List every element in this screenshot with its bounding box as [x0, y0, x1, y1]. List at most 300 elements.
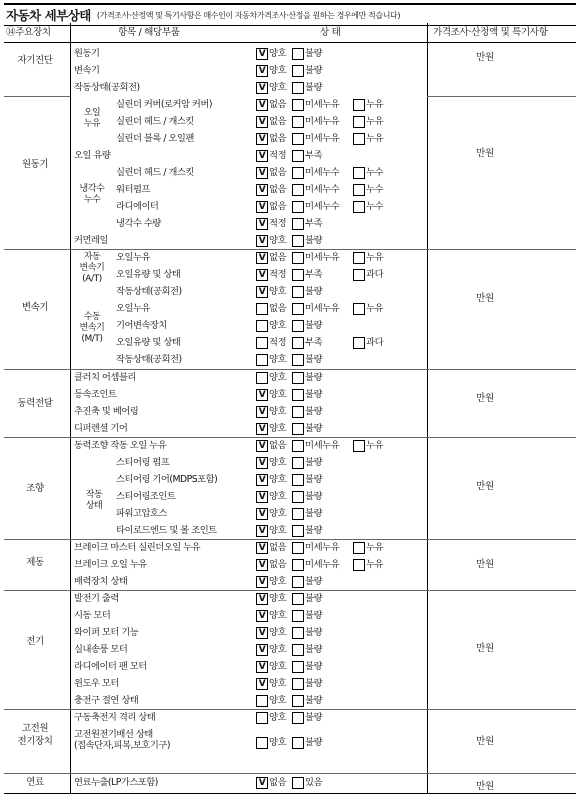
- checked-checkbox[interactable]: V: [256, 48, 268, 60]
- unchecked-checkbox[interactable]: [292, 303, 304, 315]
- status-option[interactable]: [256, 98, 286, 111]
- unchecked-checkbox[interactable]: [353, 252, 365, 264]
- unchecked-checkbox[interactable]: [256, 320, 268, 332]
- checked-checkbox[interactable]: V: [256, 150, 268, 162]
- unchecked-checkbox[interactable]: [353, 184, 365, 196]
- unchecked-checkbox[interactable]: [292, 559, 304, 571]
- option-label: 미세누유: [305, 303, 340, 314]
- unchecked-checkbox[interactable]: [292, 491, 304, 503]
- option-label: 누유: [366, 99, 384, 110]
- status-option[interactable]: [292, 473, 322, 486]
- option-label: 미세누수: [305, 201, 340, 212]
- status-option[interactable]: [256, 524, 286, 537]
- status-option[interactable]: [292, 643, 322, 656]
- item-label: 워터펌프: [116, 184, 150, 195]
- status-option[interactable]: [292, 149, 322, 162]
- status-option[interactable]: [256, 490, 286, 503]
- checked-checkbox[interactable]: V: [256, 286, 268, 298]
- option-label: 누수: [366, 184, 384, 195]
- option-label: 적정: [269, 269, 287, 280]
- status-option[interactable]: [292, 711, 322, 724]
- option-label: 양호: [269, 661, 287, 672]
- status-option[interactable]: [292, 268, 322, 281]
- status-option[interactable]: [353, 439, 383, 452]
- checked-checkbox[interactable]: V: [256, 167, 268, 179]
- unchecked-checkbox[interactable]: [353, 542, 365, 554]
- unchecked-checkbox[interactable]: [353, 99, 365, 111]
- option-label: 적정: [269, 218, 287, 229]
- status-option[interactable]: [292, 64, 322, 77]
- status-option[interactable]: [353, 336, 383, 349]
- option-label: 불량: [305, 457, 323, 468]
- option-label: 불량: [305, 474, 323, 485]
- status-option[interactable]: [292, 251, 339, 264]
- checked-checkbox[interactable]: V: [256, 593, 268, 605]
- unchecked-checkbox[interactable]: [353, 303, 365, 315]
- status-option[interactable]: [256, 558, 286, 571]
- status-option[interactable]: [292, 439, 339, 452]
- option-label: 미세누수: [305, 184, 340, 195]
- status-option[interactable]: [292, 660, 322, 673]
- status-option[interactable]: [256, 388, 286, 401]
- status-option[interactable]: [256, 285, 286, 298]
- unchecked-checkbox[interactable]: [292, 48, 304, 60]
- unchecked-checkbox[interactable]: [353, 201, 365, 213]
- unchecked-checkbox[interactable]: [292, 372, 304, 384]
- table-row: [0, 573, 587, 590]
- section-divider: [427, 539, 576, 540]
- table-row: [0, 522, 587, 539]
- unchecked-checkbox[interactable]: [292, 150, 304, 162]
- status-option[interactable]: [256, 507, 286, 520]
- status-option[interactable]: [292, 541, 339, 554]
- checked-checkbox[interactable]: V: [256, 508, 268, 520]
- status-option[interactable]: [256, 200, 286, 213]
- option-label: 있음: [305, 777, 323, 788]
- status-option[interactable]: [292, 405, 322, 418]
- unchecked-checkbox[interactable]: [256, 303, 268, 315]
- checked-checkbox[interactable]: V: [256, 406, 268, 418]
- status-option[interactable]: [256, 677, 286, 690]
- option-label: 불량: [305, 661, 323, 672]
- form-title: 자동차 세부상태: [6, 8, 91, 23]
- unchecked-checkbox[interactable]: [292, 508, 304, 520]
- subgroup-oil-leak: 오일 누유: [83, 108, 101, 129]
- status-option[interactable]: [256, 643, 286, 656]
- option-label: 과다: [366, 269, 384, 280]
- price-engine: 만원: [476, 148, 494, 159]
- unchecked-checkbox[interactable]: [292, 389, 304, 401]
- status-option[interactable]: [353, 115, 383, 128]
- status-option[interactable]: [353, 268, 383, 281]
- unchecked-checkbox[interactable]: [292, 525, 304, 537]
- status-option[interactable]: [292, 694, 322, 707]
- checked-checkbox[interactable]: V: [256, 644, 268, 656]
- option-label: 미세누유: [305, 252, 340, 263]
- item-label: 와이퍼 모터 기능: [74, 627, 139, 638]
- checked-checkbox[interactable]: V: [256, 440, 268, 452]
- status-option[interactable]: [292, 609, 322, 622]
- unchecked-checkbox[interactable]: [292, 627, 304, 639]
- category-power-transmission: 동력전달: [17, 398, 53, 409]
- option-label: 없음: [269, 167, 287, 178]
- checked-checkbox[interactable]: V: [256, 201, 268, 213]
- checked-checkbox[interactable]: V: [256, 457, 268, 469]
- price-transmission: 만원: [476, 293, 494, 304]
- section-divider: [427, 590, 576, 591]
- option-label: 불량: [305, 65, 323, 76]
- status-option[interactable]: [353, 132, 383, 145]
- table-row: [0, 454, 587, 471]
- header-item: 항목 / 해당부품: [118, 27, 180, 38]
- unchecked-checkbox[interactable]: [353, 337, 365, 349]
- status-option[interactable]: [256, 302, 286, 315]
- checked-checkbox[interactable]: V: [256, 777, 268, 789]
- option-label: 양호: [269, 610, 287, 621]
- option-label: 없음: [269, 559, 287, 570]
- status-option[interactable]: [256, 736, 286, 749]
- status-option[interactable]: [256, 473, 286, 486]
- unchecked-checkbox[interactable]: [292, 167, 304, 179]
- unchecked-checkbox[interactable]: [353, 559, 365, 571]
- unchecked-checkbox[interactable]: [292, 337, 304, 349]
- status-option[interactable]: [256, 405, 286, 418]
- checked-checkbox[interactable]: V: [256, 218, 268, 230]
- status-option[interactable]: [292, 98, 339, 111]
- status-option[interactable]: [256, 336, 286, 349]
- option-label: 양호: [269, 593, 287, 604]
- table-row: [0, 232, 587, 249]
- option-label: 불량: [305, 678, 323, 689]
- table-row: [0, 692, 587, 709]
- option-label: 양호: [269, 423, 287, 434]
- status-option[interactable]: [292, 132, 339, 145]
- checked-checkbox[interactable]: V: [256, 542, 268, 554]
- checked-checkbox[interactable]: V: [256, 269, 268, 281]
- status-option[interactable]: [292, 353, 322, 366]
- status-option[interactable]: [292, 371, 322, 384]
- option-label: 과다: [366, 337, 384, 348]
- option-label: 적정: [269, 150, 287, 161]
- status-option[interactable]: [292, 456, 322, 469]
- option-label: 양호: [269, 320, 287, 331]
- status-option[interactable]: [256, 711, 286, 724]
- section-divider: [4, 96, 70, 97]
- status-option[interactable]: [256, 353, 286, 366]
- status-option[interactable]: [353, 302, 383, 315]
- item-label: 클러치 어셈블리: [74, 372, 136, 383]
- unchecked-checkbox[interactable]: [353, 116, 365, 128]
- unchecked-checkbox[interactable]: [292, 440, 304, 452]
- status-option[interactable]: [292, 234, 322, 247]
- table-row: [0, 675, 587, 692]
- option-label: 불량: [305, 712, 323, 723]
- option-label: 누유: [366, 303, 384, 314]
- option-label: 불량: [305, 610, 323, 621]
- status-option[interactable]: [292, 626, 322, 639]
- status-option[interactable]: [256, 251, 286, 264]
- unchecked-checkbox[interactable]: [256, 337, 268, 349]
- checked-checkbox[interactable]: V: [256, 116, 268, 128]
- item-label: 충전구 절연 상태: [74, 695, 139, 706]
- status-option[interactable]: [292, 592, 322, 605]
- checked-checkbox[interactable]: V: [256, 82, 268, 94]
- unchecked-checkbox[interactable]: [292, 644, 304, 656]
- unchecked-checkbox[interactable]: [256, 354, 268, 366]
- status-option[interactable]: [292, 200, 339, 213]
- unchecked-checkbox[interactable]: [292, 354, 304, 366]
- unchecked-checkbox[interactable]: [292, 320, 304, 332]
- status-option[interactable]: [353, 200, 383, 213]
- unchecked-checkbox[interactable]: [292, 82, 304, 94]
- option-label: 양호: [269, 695, 287, 706]
- status-option[interactable]: [353, 558, 383, 571]
- unchecked-checkbox[interactable]: [292, 712, 304, 724]
- checked-checkbox[interactable]: V: [256, 610, 268, 622]
- status-option[interactable]: [292, 217, 322, 230]
- price-electrical: 만원: [476, 643, 494, 654]
- item-label: 오일 유량: [74, 150, 111, 161]
- item-label: 추진축 및 베어링: [74, 406, 139, 417]
- status-option[interactable]: [256, 541, 286, 554]
- option-label: 불량: [305, 576, 323, 587]
- status-option[interactable]: [256, 166, 286, 179]
- status-option[interactable]: [292, 183, 339, 196]
- checked-checkbox[interactable]: V: [256, 423, 268, 435]
- option-label: 불량: [305, 525, 323, 536]
- unchecked-checkbox[interactable]: [292, 576, 304, 588]
- item-label: 고전원전기배선 상태 (접속단자,피복,보호기구): [74, 729, 170, 751]
- option-label: 양호: [269, 406, 287, 417]
- category-self-diagnosis: 자기진단: [17, 55, 53, 66]
- status-option[interactable]: [256, 183, 286, 196]
- unchecked-checkbox[interactable]: [292, 235, 304, 247]
- checked-checkbox[interactable]: V: [256, 678, 268, 690]
- status-option[interactable]: [292, 736, 322, 749]
- table-row: [0, 658, 587, 675]
- option-label: 불량: [305, 593, 323, 604]
- unchecked-checkbox[interactable]: [256, 372, 268, 384]
- unchecked-checkbox[interactable]: [292, 474, 304, 486]
- status-option[interactable]: [256, 47, 286, 60]
- section-divider: [427, 249, 576, 250]
- status-option[interactable]: [292, 336, 322, 349]
- unchecked-checkbox[interactable]: [292, 610, 304, 622]
- status-option[interactable]: [256, 64, 286, 77]
- unchecked-checkbox[interactable]: [353, 133, 365, 145]
- item-label: 작동상태(공회전): [116, 286, 182, 297]
- unchecked-checkbox[interactable]: [292, 737, 304, 749]
- unchecked-checkbox[interactable]: [256, 737, 268, 749]
- unchecked-checkbox[interactable]: [292, 457, 304, 469]
- option-label: 양호: [269, 48, 287, 59]
- option-label: 불량: [305, 644, 323, 655]
- status-option[interactable]: [256, 371, 286, 384]
- unchecked-checkbox[interactable]: [292, 184, 304, 196]
- option-label: 부족: [305, 337, 323, 348]
- unchecked-checkbox[interactable]: [292, 252, 304, 264]
- unchecked-checkbox[interactable]: [353, 440, 365, 452]
- subgroup-coolant-leak: 냉각수 누수: [79, 184, 105, 205]
- item-label: 파워고압호스: [116, 508, 167, 519]
- status-option[interactable]: [256, 456, 286, 469]
- status-option[interactable]: [256, 217, 286, 230]
- status-option[interactable]: [256, 439, 286, 452]
- option-label: 불량: [305, 354, 323, 365]
- item-label: 스티어링조인트: [116, 491, 176, 502]
- status-option[interactable]: [256, 660, 286, 673]
- title-bar: [4, 3, 576, 26]
- unchecked-checkbox[interactable]: [292, 218, 304, 230]
- unchecked-checkbox[interactable]: [292, 777, 304, 789]
- option-label: 없음: [269, 303, 287, 314]
- status-option[interactable]: [256, 694, 286, 707]
- unchecked-checkbox[interactable]: [292, 661, 304, 673]
- section-divider: [4, 773, 576, 774]
- status-option[interactable]: [292, 507, 322, 520]
- option-label: 불량: [305, 627, 323, 638]
- status-option[interactable]: [353, 98, 383, 111]
- status-option[interactable]: [256, 626, 286, 639]
- item-label: 디퍼렌셜 기어: [74, 423, 128, 434]
- status-option[interactable]: [292, 422, 322, 435]
- item-label: 오일유량 및 상태: [116, 269, 181, 280]
- status-option[interactable]: [292, 524, 322, 537]
- item-label: 실린더 블록 / 오일팬: [116, 133, 194, 144]
- status-option[interactable]: [256, 592, 286, 605]
- status-option[interactable]: [353, 251, 383, 264]
- option-label: 없음: [269, 116, 287, 127]
- status-option[interactable]: [292, 47, 322, 60]
- status-option[interactable]: [292, 166, 339, 179]
- section-divider: [427, 96, 576, 97]
- price-brake: 만원: [476, 559, 494, 570]
- checked-checkbox[interactable]: V: [256, 252, 268, 264]
- status-option[interactable]: [256, 81, 286, 94]
- unchecked-checkbox[interactable]: [292, 678, 304, 690]
- status-option[interactable]: [256, 319, 286, 332]
- status-option[interactable]: [292, 575, 322, 588]
- checked-checkbox[interactable]: V: [256, 474, 268, 486]
- item-label: 오일누유: [116, 303, 150, 314]
- checked-checkbox[interactable]: V: [256, 661, 268, 673]
- option-label: 누유: [366, 559, 384, 570]
- option-label: 누수: [366, 167, 384, 178]
- option-label: 불량: [305, 235, 323, 246]
- status-option[interactable]: [256, 776, 286, 789]
- status-option[interactable]: [256, 149, 286, 162]
- unchecked-checkbox[interactable]: [256, 695, 268, 707]
- category-fuel: 연료: [26, 777, 44, 788]
- status-option[interactable]: [292, 558, 339, 571]
- table-row: [0, 369, 587, 386]
- status-option[interactable]: [292, 285, 322, 298]
- checked-checkbox[interactable]: V: [256, 65, 268, 77]
- option-label: 누유: [366, 133, 384, 144]
- section-divider: [4, 437, 427, 438]
- unchecked-checkbox[interactable]: [292, 695, 304, 707]
- status-option[interactable]: [256, 575, 286, 588]
- status-option[interactable]: [256, 132, 286, 145]
- checked-checkbox[interactable]: V: [256, 389, 268, 401]
- item-label: 오일누유: [116, 252, 150, 263]
- checked-checkbox[interactable]: V: [256, 525, 268, 537]
- status-option[interactable]: [292, 776, 322, 789]
- option-label: 미세누유: [305, 99, 340, 110]
- unchecked-checkbox[interactable]: [292, 99, 304, 111]
- status-option[interactable]: [353, 166, 383, 179]
- checked-checkbox[interactable]: V: [256, 491, 268, 503]
- form-subtitle: (가격조사·산정액 및 특기사항은 매수인이 자동차가격조사·산정을 원하는 경우에만 적습니다): [96, 10, 401, 20]
- status-option[interactable]: [256, 268, 286, 281]
- unchecked-checkbox[interactable]: [353, 167, 365, 179]
- unchecked-checkbox[interactable]: [292, 269, 304, 281]
- status-option[interactable]: [292, 115, 339, 128]
- status-option[interactable]: [353, 183, 383, 196]
- checked-checkbox[interactable]: V: [256, 99, 268, 111]
- option-label: 불량: [305, 406, 323, 417]
- option-label: 양호: [269, 525, 287, 536]
- status-option[interactable]: [353, 541, 383, 554]
- status-option[interactable]: [292, 81, 322, 94]
- item-label: 배력장치 상태: [74, 576, 128, 587]
- unchecked-checkbox[interactable]: [292, 116, 304, 128]
- status-option[interactable]: [292, 490, 322, 503]
- option-label: 양호: [269, 474, 287, 485]
- status-option[interactable]: [256, 234, 286, 247]
- unchecked-checkbox[interactable]: [292, 286, 304, 298]
- table-row: [0, 709, 587, 726]
- item-label: 윈도우 모터: [74, 678, 119, 689]
- status-option[interactable]: [292, 388, 322, 401]
- unchecked-checkbox[interactable]: [256, 712, 268, 724]
- table-row: [0, 539, 587, 556]
- header-main-device: ⑭주요장치: [6, 27, 51, 38]
- unchecked-checkbox[interactable]: [292, 593, 304, 605]
- item-label: 시동 모터: [74, 610, 111, 621]
- unchecked-checkbox[interactable]: [292, 201, 304, 213]
- item-label: 동력조향 작동 오일 누유: [74, 440, 167, 451]
- checked-checkbox[interactable]: V: [256, 133, 268, 145]
- unchecked-checkbox[interactable]: [292, 423, 304, 435]
- checked-checkbox[interactable]: V: [256, 627, 268, 639]
- status-option[interactable]: [256, 115, 286, 128]
- section-divider: [4, 590, 427, 591]
- status-option[interactable]: [292, 302, 339, 315]
- subgroup-manual-transmission: 수동 변속기 (M/T): [79, 312, 105, 344]
- item-label: 발전기 출력: [74, 593, 119, 604]
- checked-checkbox[interactable]: V: [256, 559, 268, 571]
- checked-checkbox[interactable]: V: [256, 184, 268, 196]
- status-option[interactable]: [292, 319, 322, 332]
- option-label: 양호: [269, 235, 287, 246]
- status-option[interactable]: [256, 422, 286, 435]
- category-brake: 제동: [26, 557, 44, 568]
- unchecked-checkbox[interactable]: [292, 542, 304, 554]
- unchecked-checkbox[interactable]: [292, 406, 304, 418]
- option-label: 미세누유: [305, 542, 340, 553]
- status-option[interactable]: [256, 609, 286, 622]
- unchecked-checkbox[interactable]: [292, 133, 304, 145]
- unchecked-checkbox[interactable]: [292, 65, 304, 77]
- checked-checkbox[interactable]: V: [256, 235, 268, 247]
- item-label: 실린더 커버(로커암 커버): [116, 99, 212, 110]
- unchecked-checkbox[interactable]: [353, 269, 365, 281]
- option-label: 없음: [269, 440, 287, 451]
- checked-checkbox[interactable]: V: [256, 576, 268, 588]
- option-label: 누수: [366, 201, 384, 212]
- status-option[interactable]: [292, 677, 322, 690]
